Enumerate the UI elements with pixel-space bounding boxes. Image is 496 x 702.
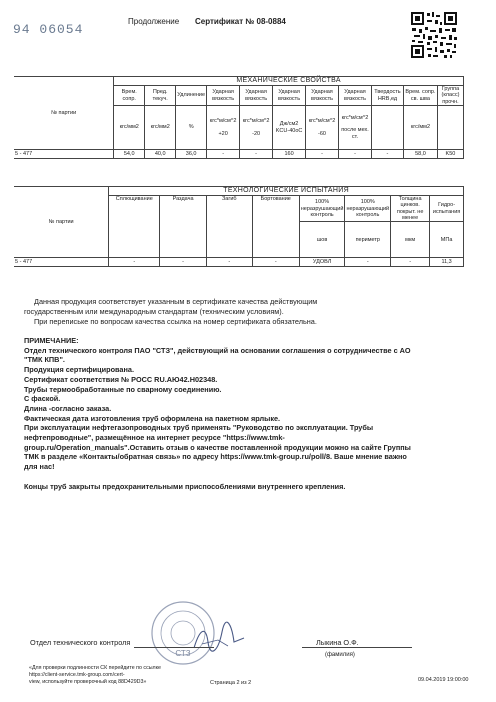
notes-line: С фаской. (24, 394, 61, 404)
notes-line: Сертификат соответствия № РОСС RU.АЮ42.Н02348. (24, 374, 218, 384)
signature-label: Отдел технического контроля (30, 638, 131, 647)
statement-line: При перепиське по вопросам качества ссылка на номер сертификата обязательна. (34, 317, 317, 327)
col-name: Ударная вязкость (207, 86, 240, 106)
notes-line: При эксплуатации нефтегазопроводных труб применять "Руководство по эксплуатации. Трубы (24, 423, 374, 433)
continuation-label: Продолжение (128, 17, 180, 26)
value-cell: 58,0 (403, 150, 437, 159)
col-unit (371, 106, 403, 150)
name-caption: (фамилия) (325, 652, 355, 658)
col-name: Врем. сопр. (114, 86, 145, 106)
col-name: Ударная вязкость (339, 86, 372, 106)
col-unit (207, 106, 240, 150)
value-cell: - (339, 150, 372, 159)
notes-line: нефтепроводные", размещённое на интернет ресурсе "https://www.tmk- (24, 433, 285, 443)
document-stamp-number: 94 06054 (13, 22, 84, 37)
notes-line: для нас! (24, 462, 55, 472)
notes-line: Фактическая дата изготовления труб оформлена на пакетном ярлыке. (24, 413, 281, 423)
cond-text: -60 (318, 130, 326, 137)
table-row (14, 258, 464, 267)
table-row (14, 150, 464, 159)
col-name: Сплющивание (109, 196, 160, 258)
col-unit: кгс/мм2 (145, 106, 176, 150)
col-sub: МПа (430, 222, 464, 258)
page-number: Страница 2 из 2 (210, 680, 252, 686)
value-cell: - (252, 258, 299, 267)
quality-statement (24, 297, 454, 328)
notes-line: Длина -согласно заказа. (24, 403, 112, 413)
col-name: Загиб (206, 196, 252, 258)
col-unit (339, 106, 372, 150)
value-cell: - (206, 258, 252, 267)
value-cell: K50 (437, 150, 463, 159)
mechanical-properties-table (14, 76, 464, 159)
verification-link[interactable]: https://client-service.tmk-group.com/cert- (29, 672, 125, 679)
col-name: Толщина цинков. покрыт. не менее (391, 196, 430, 222)
unit-text: кгс*м/см^2 (341, 115, 369, 122)
batch-cell: 5 - 477 (14, 258, 109, 267)
col-unit: кгс/мм2 (114, 106, 145, 150)
col-name: Ударная вязкость (306, 86, 339, 106)
tech-title: ТЕХНОЛОГИЧЕСКИЕ ИСПЫТАНИЯ (109, 187, 464, 196)
notes-line: Продукция сертифицирована. (24, 365, 134, 375)
batch-header: № партии (14, 187, 109, 258)
signature-mark (188, 618, 248, 658)
cond-text: после мех. ст. (341, 127, 369, 140)
unit-text: кгс*м/см^2 (209, 118, 237, 125)
verification-line: «Для проверки подлинности СК перейдите по ссылке (29, 665, 161, 671)
col-name: Удлинение (176, 86, 207, 106)
notes-line: Отдел технического контроля ПАО "СТЗ", действующий на основании соглашения о сотрудничестве с АО (24, 345, 411, 355)
col-name: 100% неразрушающий контроль (299, 196, 345, 222)
value-cell: - (371, 150, 403, 159)
col-unit (240, 106, 273, 150)
statement-line: государственным или международным стандартам (техническим условиям). (24, 307, 284, 317)
col-name: 100% неразрушающий контроль (345, 196, 391, 222)
col-name: Гидро-испытания (430, 196, 464, 222)
print-datetime: 09.04.2019 19:00:00 (418, 677, 469, 683)
notes-line: ПРИМЕЧАНИЕ: (24, 336, 79, 345)
col-name: Бортование (252, 196, 299, 258)
notes-line: "ТМК КПВ". (24, 355, 65, 365)
technological-tests-table (14, 186, 464, 267)
statement-line: Данная продукция соответствует указанным в сертификате качества действующим (34, 297, 318, 306)
col-name: Раздача (160, 196, 206, 258)
value-cell: - (207, 150, 240, 159)
batch-cell: 5 - 477 (14, 150, 114, 159)
cond-text: +20 (218, 130, 228, 137)
col-unit: кгс/мм2 (403, 106, 437, 150)
certificate-number: Сертификат № 08-0884 (195, 17, 286, 26)
notes-line: ТМК в разделе «Контакты/обратная связь» по адресу https://www.tmk-group.ru/poll/8. Ваше мнение важно (24, 452, 407, 462)
value-cell: - (306, 150, 339, 159)
value-cell: 36,0 (176, 150, 207, 159)
notes-line: Трубы термообработанные по сварному соединению. (24, 384, 222, 394)
col-name: Пред. текуч. (145, 86, 176, 106)
col-unit: % (176, 106, 207, 150)
value-cell: - (160, 258, 206, 267)
pipe-ends-note: Концы труб закрыты предохранительными приспособлениями внутреннего крепления. (24, 482, 346, 491)
batch-header: № партии (14, 77, 114, 150)
name-line (302, 647, 412, 648)
cond-text: -20 (252, 130, 261, 137)
col-sub: шов (299, 222, 345, 258)
signer-name: Лыкина О.Ф. (316, 638, 359, 647)
value-cell: - (240, 150, 273, 159)
signature-line (134, 647, 214, 648)
col-unit (437, 106, 463, 150)
value-cell: 54,0 (114, 150, 145, 159)
col-name: Врем. сопр. св. шва (403, 86, 437, 106)
unit-text: кгс*м/см^2 (242, 118, 270, 125)
value-cell: - (345, 258, 391, 267)
verification-note (29, 665, 189, 686)
col-name: Твердость HRB,ед (371, 86, 403, 106)
verification-line: view, используйте проверочный код 88D429D3» (29, 679, 147, 686)
qr-code-icon (410, 11, 458, 59)
col-unit (306, 106, 339, 150)
col-sub: периметр (345, 222, 391, 258)
value-cell: УДОВЛ (299, 258, 345, 267)
value-cell: 160 (273, 150, 306, 159)
value-cell: 11,3 (430, 258, 464, 267)
value-cell: - (109, 258, 160, 267)
col-sub: мкм (391, 222, 430, 258)
col-unit: Дж/см2 KCU-40oC (273, 106, 306, 150)
col-name: Ударная вязкость (240, 86, 273, 106)
value-cell: 40,0 (145, 150, 176, 159)
seal-text: СТЗ (175, 649, 191, 658)
notes-block (24, 336, 474, 472)
mechanical-title: МЕХАНИЧЕСКИЕ СВОЙСТВА (114, 77, 464, 86)
col-name: Группа (класс) прочн. (437, 86, 463, 106)
notes-line: group.ru/Operation_manuals".Оставить отзыв о качестве поставленной продукции можно на сайте Группы (24, 442, 411, 452)
unit-text: кгс*м/см^2 (308, 118, 336, 125)
value-cell: - (391, 258, 430, 267)
col-name: Ударная вязкость (273, 86, 306, 106)
